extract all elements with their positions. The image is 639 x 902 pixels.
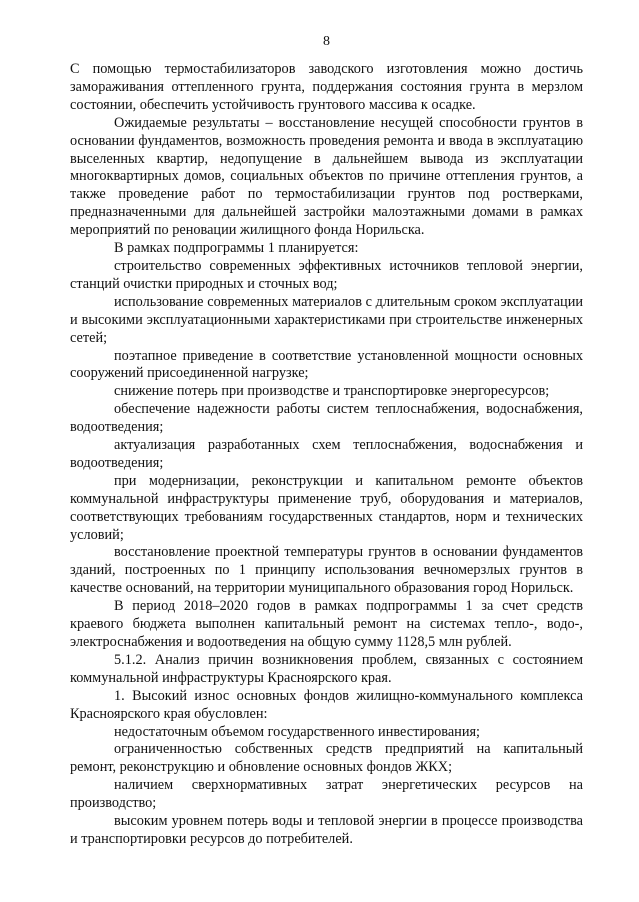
list-item: восстановление проектной температуры грунтов в основании фундаментов зданий, построенных по 1 принципу использования вечномерзлых грунтов в качестве оснований, на территории муниципального образования город Норильск. bbox=[70, 544, 583, 597]
list-item: использование современных материалов с длительным сроком эксплуатации и высокими эксплуатационными характеристиками при строительстве инженерных сетей; bbox=[70, 293, 583, 346]
list-item: строительство современных эффективных источников тепловой энергии, станций очистки природных и сточных вод; bbox=[70, 257, 583, 292]
list-item: недостаточным объемом государственного инвестирования; bbox=[114, 723, 481, 740]
paragraph: В период 2018–2020 годов в рамках подпрограммы 1 за счет средств краевого бюджета выполнен капитальный ремонт на системах тепло-, водо-, электроснабжения и водоотведения на общую сумму 1128,5 млн рублей. bbox=[70, 598, 583, 650]
list-item: поэтапное приведение в соответствие установленной мощности основных сооружений присоединенной нагрузке; bbox=[70, 347, 583, 382]
paragraph: В рамках подпрограммы 1 планируется: bbox=[114, 240, 359, 257]
list-item: ограниченностью собственных средств предприятий на капитальный ремонт, реконструкцию и обновление основных фондов ЖКХ; bbox=[70, 741, 583, 776]
list-item: наличием сверхнормативных затрат энергетических ресурсов на производство; bbox=[70, 777, 583, 812]
paragraph: Ожидаемые результаты – восстановление несущей способности грунтов в основании фундаментов, возможность проведения ремонта и ввода в эксплуатацию выселенных квартир, недопущение в дальнейшем вывода из эксплуатации многоквартирных домов, социальных объектов по причине оттепления грунтов, а также проведение работ по термостабилизации грунтов под ростверками, предназначенными для дальнейшей застройки малоэтажными домами в рамках мероприятий по реновации жилищного фонда Норильска. bbox=[70, 114, 583, 239]
list-item: снижение потерь при производстве и транспортировке энергоресурсов; bbox=[114, 383, 550, 400]
paragraph: С помощью термостабилизаторов заводского изготовления можно достичь замораживания оттепленного грунта, поддержания состояния грунта в мерзлом состоянии, обеспечить устойчивость грунтового массива к осадке. bbox=[70, 61, 583, 113]
paragraph: 1. Высокий износ основных фондов жилищно-коммунального комплекса Красноярского края обусловлен: bbox=[70, 687, 583, 722]
list-item: обеспечение надежности работы систем теплоснабжения, водоснабжения, водоотведения; bbox=[70, 401, 583, 436]
list-item: высоким уровнем потерь воды и тепловой энергии в процессе производства и транспортировки ресурсов до потребителей. bbox=[70, 813, 583, 847]
list-item: при модернизации, реконструкции и капитальном ремонте объектов коммунальной инфраструктуры применение труб, оборудования и материалов, соответствующих требованиям государственных стандартов, норм и технических условий; bbox=[70, 472, 583, 543]
document-body bbox=[70, 61, 583, 849]
list-item: актуализация разработанных схем теплоснабжения, водоснабжения и водоотведения; bbox=[70, 437, 583, 471]
section-heading: 5.1.2. Анализ причин возникновения проблем, связанных с состоянием коммунальной инфраструктуры Красноярского края. bbox=[70, 651, 583, 686]
page-number: 8 bbox=[323, 34, 330, 49]
